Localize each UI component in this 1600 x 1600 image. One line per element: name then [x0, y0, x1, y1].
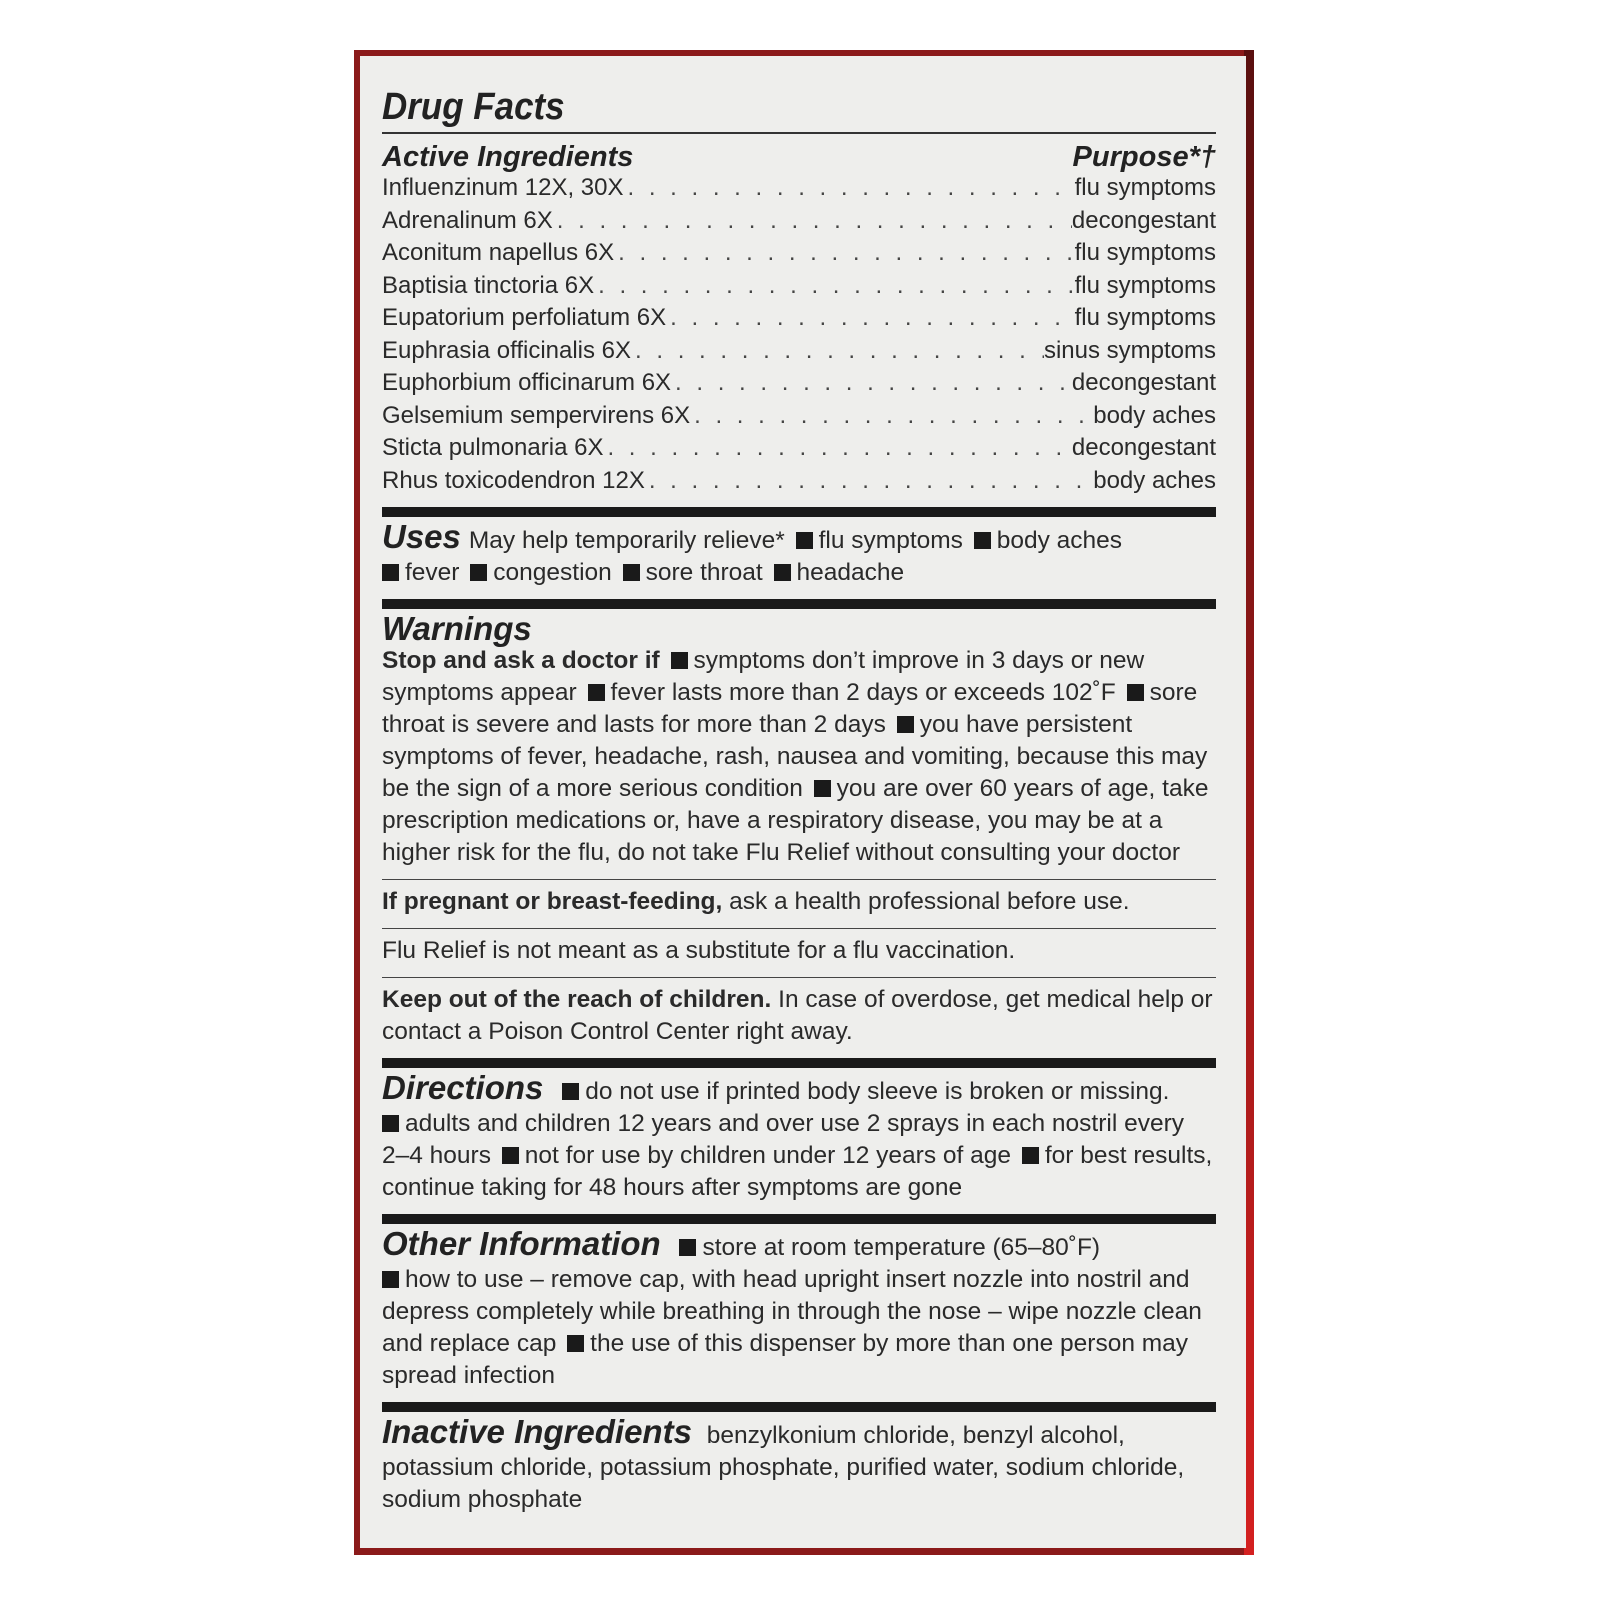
ingredient-name: Gelsemium sempervirens 6X — [382, 401, 691, 429]
warning-item: fever lasts more than 2 days or exceeds 102˚F — [610, 679, 1116, 706]
ingredient-purpose: decongestant — [1071, 206, 1216, 234]
ingredient-purpose: body aches — [1093, 466, 1216, 494]
ingredient-row — [382, 272, 1216, 305]
bullet-icon — [382, 564, 399, 581]
leader-dots — [614, 239, 1074, 267]
bullet-icon — [562, 1083, 579, 1100]
leader-dots — [631, 337, 1044, 365]
active-ingredients-heading: Active Ingredients — [382, 141, 634, 173]
direction-item: adults and children 12 years and over use 2 sprays in each nostril every 2–4 hours — [382, 1110, 1184, 1169]
stop-ask-doctor-label: Stop and ask a doctor if — [382, 647, 660, 674]
purpose-heading: Purpose*† — [1072, 141, 1216, 173]
bullet-icon — [470, 564, 487, 581]
section-divider — [382, 1058, 1216, 1068]
bullet-icon — [974, 532, 991, 549]
ingredient-name: Rhus toxicodendron 12X — [382, 466, 645, 494]
bullet-icon — [774, 564, 791, 581]
use-item: congestion — [493, 559, 612, 586]
leader-dots — [645, 467, 1093, 495]
uses-intro: May help temporarily relieve* — [468, 527, 785, 554]
use-item: headache — [796, 559, 905, 586]
pregnant-text: ask a health professional before use. — [729, 888, 1130, 915]
bullet-icon — [897, 716, 914, 733]
ingredient-row — [382, 239, 1216, 272]
section-divider — [382, 1402, 1216, 1412]
ingredient-row — [382, 207, 1216, 240]
section-divider — [382, 599, 1216, 609]
ingredient-purpose: decongestant — [1071, 369, 1216, 396]
children-warning — [382, 978, 1216, 1058]
bullet-icon — [671, 652, 688, 669]
bullet-icon — [679, 1239, 696, 1256]
inactive-ingredients-heading: Inactive Ingredients — [382, 1413, 692, 1450]
bullet-icon — [502, 1147, 519, 1164]
other-item: how to use – remove cap, with head upright insert nozzle into nostril and depress completely while breathing in through the nose – wipe nozzle clean and replace cap — [382, 1266, 1202, 1357]
other-item: store at room temperature (65–80˚F) — [702, 1234, 1101, 1261]
ingredient-row — [382, 174, 1216, 207]
use-item: body aches — [996, 527, 1123, 554]
ingredient-purpose: decongestant — [1071, 434, 1216, 461]
bullet-icon — [1127, 684, 1144, 701]
bullet-icon — [1022, 1147, 1039, 1164]
drug-facts-title: Drug Facts — [382, 86, 565, 128]
bullet-icon — [382, 1115, 399, 1132]
ingredient-purpose: flu symptoms — [1074, 239, 1216, 266]
bullet-icon — [796, 532, 813, 549]
use-item: flu symptoms — [818, 527, 963, 554]
ingredient-name: Aconitum napellus 6X — [382, 239, 615, 266]
ingredient-purpose: sinus symptoms — [1043, 336, 1216, 364]
inactive-ingredients-text: benzylkonium chloride, benzyl alcohol, potassium chloride, potassium phosphate, purified water, sodium chloride, sodium phosphate — [382, 1422, 1185, 1513]
ingredient-row — [382, 434, 1216, 467]
ingredient-name: Euphorbium officinarum 6X — [382, 369, 672, 396]
pregnancy-warning — [382, 880, 1216, 928]
leader-dots — [603, 434, 1071, 462]
pregnant-label: If pregnant or breast-feeding, — [382, 888, 723, 915]
ingredient-row — [382, 467, 1216, 500]
bullet-icon — [382, 1271, 399, 1288]
warning-item: sore throat is severe and lasts for more than 2 days — [382, 679, 1198, 738]
other-information-section — [382, 1224, 1216, 1402]
section-divider — [382, 1214, 1216, 1224]
inactive-ingredients-section — [382, 1412, 1216, 1526]
leader-dots — [690, 402, 1093, 430]
warning-item: symptoms don’t improve in 3 days or new symptoms appear — [382, 647, 1145, 706]
ingredient-name: Influenzinum 12X, 30X — [382, 174, 624, 201]
warning-item: you are over 60 years of age, take prescription medications or, have a respiratory disease, you may be at a higher risk for the flu, do not take Flu Relief without consulting your doctor — [382, 775, 1209, 866]
ingredient-row — [382, 337, 1216, 370]
directions-section — [382, 1068, 1216, 1214]
warnings-section — [382, 609, 1216, 879]
active-ingredients-list — [382, 174, 1216, 499]
other-information-heading: Other Information — [382, 1225, 661, 1262]
leader-dots — [671, 369, 1072, 397]
ingredient-purpose: flu symptoms — [1074, 304, 1216, 331]
direction-item: not for use by children under 12 years of age — [524, 1142, 1012, 1169]
ingredient-name: Eupatorium perfoliatum 6X — [382, 304, 667, 331]
children-text: In case of overdose, get medical help or contact a Poison Control Center right away. — [382, 986, 1213, 1045]
ingredient-row — [382, 402, 1216, 435]
section-divider — [382, 507, 1216, 517]
leader-dots — [594, 272, 1075, 300]
bullet-icon — [588, 684, 605, 701]
other-item: the use of this dispenser by more than one person may spread infection — [382, 1330, 1189, 1389]
vaccination-text: Flu Relief is not meant as a substitute for a flu vaccination. — [382, 937, 1016, 964]
children-label: Keep out of the reach of children. — [382, 986, 772, 1013]
ingredient-purpose: flu symptoms — [1074, 174, 1216, 201]
bullet-icon — [814, 780, 831, 797]
divider — [382, 132, 1216, 134]
warnings-heading: Warnings — [382, 610, 532, 647]
ingredient-name: Euphrasia officinalis 6X — [382, 336, 632, 364]
ingredient-name: Baptisia tinctoria 6X — [382, 271, 595, 299]
drug-facts-panel — [360, 56, 1246, 1548]
warning-item: you have persistent symptoms of fever, headache, rash, nausea and vomiting, because this may be the sign of a more serious condition — [382, 711, 1208, 802]
ingredient-row — [382, 304, 1216, 337]
leader-dots — [666, 304, 1074, 332]
uses-heading: Uses — [382, 518, 461, 555]
use-item: sore throat — [645, 559, 763, 586]
uses-section — [382, 517, 1216, 599]
active-ingredients-header-row — [382, 136, 1216, 174]
bullet-icon — [567, 1335, 584, 1352]
ingredient-name: Adrenalinum 6X — [382, 206, 553, 234]
ingredient-purpose: flu symptoms — [1074, 271, 1216, 299]
direction-item: do not use if printed body sleeve is broken or missing. — [585, 1078, 1170, 1105]
leader-dots — [624, 174, 1075, 202]
ingredient-row — [382, 369, 1216, 402]
ingredient-purpose: body aches — [1093, 401, 1216, 429]
direction-item: for best results, continue taking for 48 hours after symptoms are gone — [382, 1142, 1213, 1201]
leader-dots — [553, 207, 1072, 235]
ingredient-name: Sticta pulmonaria 6X — [382, 434, 604, 461]
use-item: fever — [405, 559, 460, 586]
vaccination-note — [382, 929, 1216, 977]
bullet-icon — [623, 564, 640, 581]
directions-heading: Directions — [382, 1069, 544, 1106]
